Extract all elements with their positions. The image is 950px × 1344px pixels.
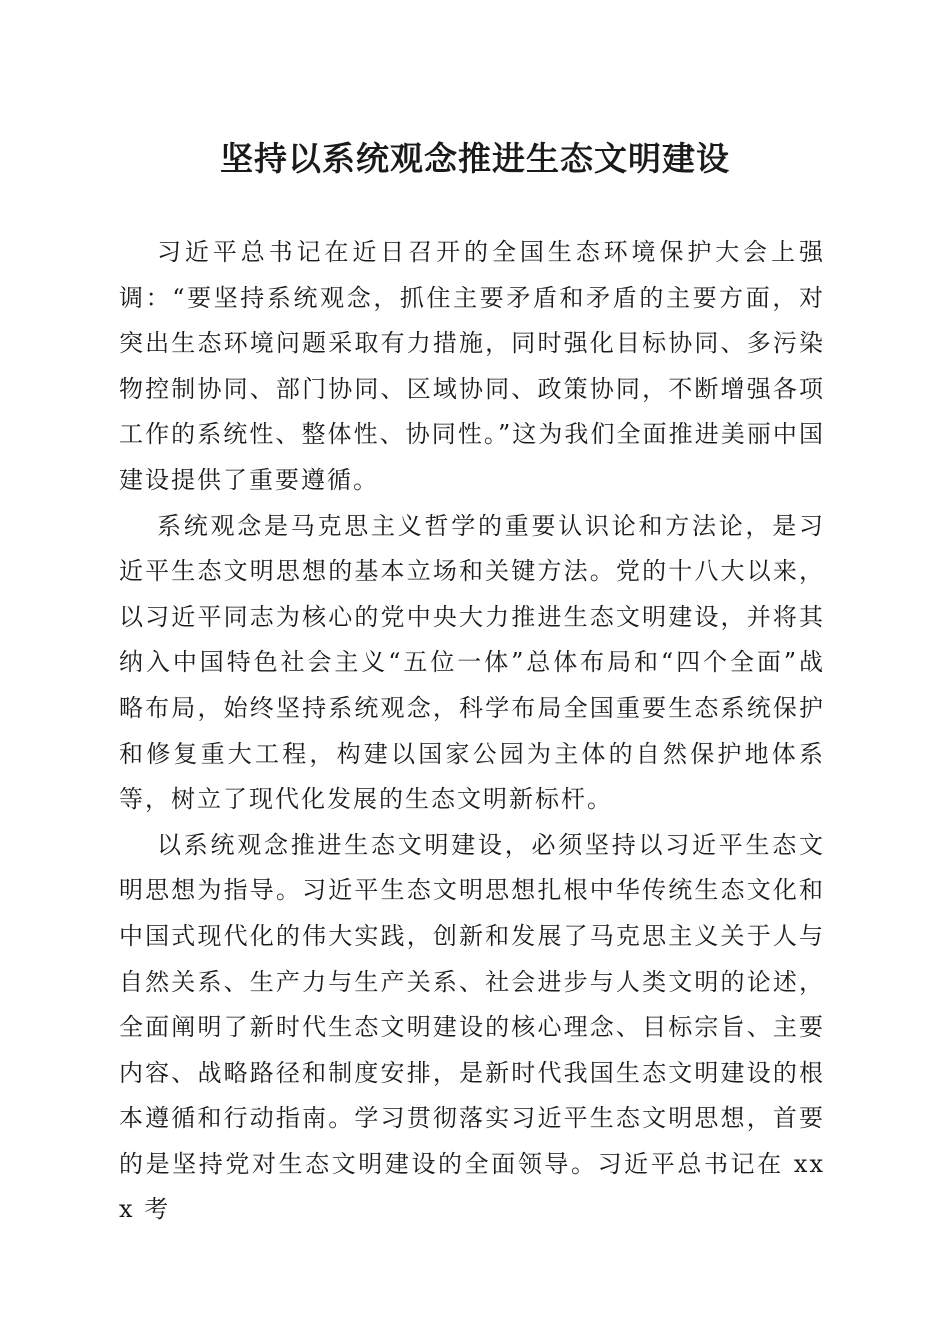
paragraph-3: 以系统观念推进生态文明建设，必须坚持以习近平生态文明思想为指导。习近平生态文明思想扎根中华传统生态文化和中国式现代化的伟大实践，创新和发展了马克思主义关于人与自然关系、生产力与生产关系、社会进步与人类文明的论述，全面阐明了新时代生态文明建设的核心理念、目标宗旨、主要内容、战略路径和制度安排，是新时代我国生态文明建设的根本遵循和行动指南。学习贯彻落实习近平生态文明思想，首要的是坚持党对生态文明建设的全面领导。习近平总书记在 xxx 考 <box>119 830 825 1224</box>
document-body <box>119 230 825 1233</box>
paragraph-2: 系统观念是马克思主义哲学的重要认识论和方法论，是习近平生态文明思想的基本立场和关键方法。党的十八大以来，以习近平同志为核心的党中央大力推进生态文明建设，并将其纳入中国特色社会主义“五位一体”总体布局和“四个全面”战略布局，始终坚持系统观念，科学布局全国重要生态系统保护和修复重大工程，构建以国家公园为主体的自然保护地体系等，树立了现代化发展的生态文明新标杆。 <box>119 511 825 814</box>
document-title: 坚持以系统观念推进生态文明建设 <box>220 139 730 178</box>
paragraph-1: 习近平总书记在近日召开的全国生态环境保护大会上强调：“要坚持系统观念，抓住主要矛盾和矛盾的主要方面，对突出生态环境问题采取有力措施，同时强化目标协同、多污染物控制协同、部门协同、区域协同、政策协同，不断增强各项工作的系统性、整体性、协同性。”这为我们全面推进美丽中国建设提供了重要遵循。 <box>119 238 825 494</box>
